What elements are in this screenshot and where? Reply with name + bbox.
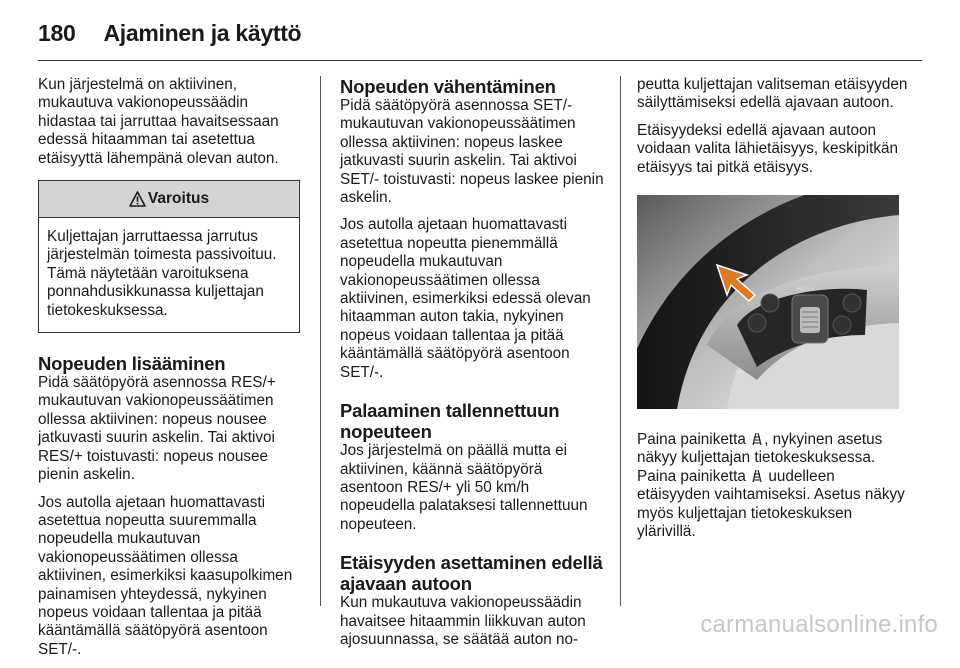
warning-text: Kuljettajan jarruttaessa jarrutus järjestelmän toimesta passivoituu. Tämä näytetään varoituksena ponnahdusikkunassa kuljettajan tietokeskuksessa.: [47, 228, 277, 319]
page-title: Ajaminen ja käyttö: [103, 20, 302, 46]
page-number: 180: [38, 20, 76, 46]
section-heading-distance: Etäisyyden asettaminen edellä ajavaan autoon: [340, 552, 603, 595]
warning-title: Varoitus: [147, 189, 210, 207]
distance-button-icon-2: [750, 469, 764, 483]
resume-paragraph: Jos järjestelmä on päällä mutta ei aktiivinen, käännä säätöpyörä asentoon RES/+ yli 50 km/h nopeudella palataksesi tallennettuun nopeuteen.: [340, 442, 588, 533]
column-divider-1: [320, 76, 321, 606]
page-header: [38, 20, 301, 47]
section-heading-speed-up: Nopeuden lisääminen: [38, 353, 226, 375]
watermark[interactable]: carmanualsonline.info: [700, 611, 938, 638]
slow-down-paragraph-2: Jos autolla ajetaan huomattavasti asetettua nopeutta pienemmällä nopeudella mukautuvan vakionopeussäätimen ollessa aktiivinen, esimerkiksi edessä olevan hitaamman auton takia, nykyinen nopeus voidaan tallentaa ja pitää kääntämällä säätöpyörä asentoon SET/-.: [340, 216, 591, 381]
instruction-part-2: , nykyinen asetus näkyy kuljettajan tietokeskuksessa. Paina painiketta: [637, 431, 883, 485]
distance-button-icon: [750, 432, 764, 446]
button-instructions-paragraph: [637, 431, 909, 541]
column-divider-2: [620, 76, 621, 606]
distance-paragraph: Kun mukautuva vakionopeussäädin havaitsee hitaammin liikkuvan auton ajosuunnassa, se säätää auton no-: [340, 594, 586, 648]
speed-up-paragraph-1: Pidä säätöpyörä asennossa RES/+ mukautuvan vakionopeussäätimen ollessa aktiivinen: nopeus nousee jatkuvasti suurin askelin. Tai aktivoi RES/+ toistuvasti: nopeus nousee pienin askelin.: [38, 374, 276, 484]
section-heading-slow-down: Nopeuden vähentäminen: [340, 76, 556, 97]
intro-paragraph: Kun järjestelmä on aktiivinen, mukautuva vakionopeussäädin hidastaa tai jarruttaa havaitsessaan edessä hitaamman tai asetettua etäisyyttä lähempänä olevan auton.: [38, 76, 279, 167]
steering-wheel-photo: [637, 195, 899, 409]
column-2: [340, 76, 606, 658]
column-3: [637, 76, 909, 550]
instruction-part-3: uudelleen etäisyyden vaihtamiseksi. Asetus näkyy myös kuljettajan tietokeskuksen ylärivillä.: [637, 467, 905, 541]
res-label: RES/+: [797, 287, 815, 294]
continued-paragraph: peutta kuljettajan valitseman etäisyyden säilyttämiseksi edellä ajavaan autoon.: [637, 76, 908, 112]
warning-box: [38, 180, 300, 333]
column-1: [38, 76, 300, 668]
set-label: SET/-: [797, 347, 813, 354]
header-rule: [38, 60, 922, 61]
instruction-part-1: Paina painiketta: [637, 431, 746, 449]
distance-options-paragraph: Etäisyydeksi edellä ajavaan autoon voidaan valita lähietäisyys, keskipitkän etäisyys tai pitkä etäisyys.: [637, 121, 899, 176]
speed-up-paragraph-2: Jos autolla ajetaan huomattavasti asetettua nopeutta suuremmalla nopeudella mukautuvan vakionopeussäätimen ollessa aktiivinen, esimerkiksi kaasupolkimen painamisen yhteydessä, nykyinen nopeus voidaan tallentaa ja pitää kääntämällä säätöpyörä asentoon SET/-.: [38, 493, 293, 658]
warning-header: [39, 181, 299, 218]
slow-down-paragraph-1: Pidä säätöpyörä asennossa SET/- mukautuvan vakionopeussäätimen ollessa aktiivinen: nopeus laskee jatkuvasti suurin askelin. Tai aktivoi SET/- toistuvasti: nopeus laskee pienin askelin.: [340, 97, 604, 207]
section-heading-resume: Palaaminen tallennettuun nopeuteen: [340, 400, 560, 443]
warning-triangle-icon: [129, 191, 146, 207]
